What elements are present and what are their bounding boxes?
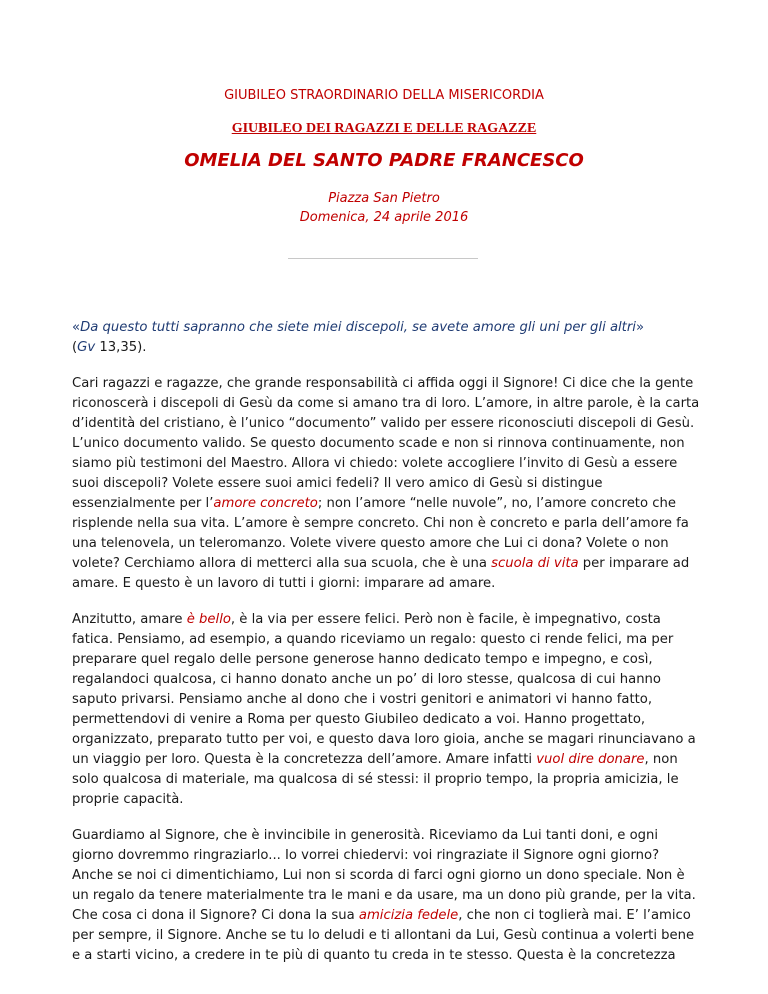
paragraph-2 bbox=[72, 610, 702, 810]
event-heading: GIUBILEO DEI RAGAZZI E DELLE RAGAZZE bbox=[231, 121, 537, 136]
paragraph-1 bbox=[72, 374, 702, 594]
p2-text-c: , non solo qualcosa di materiale, ma qualcosa di sé stessi: il proprio tempo, la propria amicizia, le proprie capacità. bbox=[72, 752, 679, 807]
quote-close-mark: » bbox=[635, 320, 645, 335]
date-line: Domenica, 24 aprile 2016 bbox=[299, 210, 469, 225]
place-line: Piazza San Pietro bbox=[328, 191, 440, 206]
p3-emphasis-1: amicizia fedele bbox=[358, 908, 459, 923]
homily-title: OMELIA DEL SANTO PADRE FRANCESCO bbox=[184, 150, 584, 171]
p2-emphasis-1: è bello bbox=[186, 612, 231, 627]
p3-text-b: , che non ci toglierà mai. E’ l’amico per sempre, il Signore. Anche se tu lo deludi e ti allontani da Lui, Gesù continua a volerti bene e a starti vicino, a credere in te più di quanto tu creda in te stesso. Questa è la concretezza bbox=[72, 908, 695, 963]
p2-emphasis-2: vuol dire donare bbox=[536, 752, 645, 767]
ref-rest: 13,35). bbox=[95, 340, 147, 355]
p1-text-c: per imparare ad amare. E questo è un lavoro di tutti i giorni: imparare ad amare. bbox=[72, 556, 690, 591]
quote-text: Da questo tutti sapranno che siete miei discepoli, se avete amore gli uni per gli altri bbox=[80, 320, 636, 335]
ref-open: ( bbox=[72, 340, 78, 355]
ref-book: Gv bbox=[77, 340, 96, 355]
p2-text-b: , è la via per essere felici. Però non è facile, è impegnativo, costa fatica. Pensiamo, ad esempio, a quando riceviamo un regalo: questo ci rende felici, ma per preparare quel regalo delle persone generose hanno dedicato tempo e impegno, e così, regalandoci qualcosa, ci hanno donato anche un po’ di loro stesse, qualcosa di cui hanno saputo privarsi. Pensiamo anche al dono che i vostri genitori e animatori vi hanno fatto, permettendovi di venire a Roma per questo Giubileo dedicato a voi. Hanno progettato, organizzato, preparato tutto per voi, e questo dava loro gioia, anche se magari rinunciavano a un viaggio per loro. Questa è la concretezza dell’amore. Amare infatti bbox=[72, 612, 696, 767]
jubilee-heading: GIUBILEO STRAORDINARIO DELLA MISERICORDIA bbox=[224, 88, 544, 103]
p3-text-a: Guardiamo al Signore, che è invincibile in generosità. Riceviamo da Lui tanti doni, e ogni giorno dovremmo ringraziarlo... Io vorrei chiedervi: voi ringraziate il Signore ogni giorno? Anche se noi ci dimentichiamo, Lui non si scorda di farci ogni giorno un dono speciale. Non è un regalo da tenere materialmente tra le mani e da usare, ma un dono più grande, per la vita. Che cosa ci dona il Signore? Ci dona la sua bbox=[72, 828, 696, 923]
homily-body bbox=[72, 318, 702, 982]
paragraph-3 bbox=[72, 826, 702, 966]
p1-text-a: Cari ragazzi e ragazze, che grande responsabilità ci affida oggi il Signore! Ci dice che la gente riconoscerà i discepoli di Gesù da come si amano tra di loro. L’amore, in altre parole, è la carta d’identità del cristiano, è l’unico “documento” valido per essere riconosciuti discepoli di Gesù. L’unico documento valido. Se questo documento scade e non si rinnova continuamente, non siamo più testimoni del Maestro. Allora vi chiedo: volete accogliere l’invito di Gesù a essere suoi discepoli? Volete essere suoi amici fedeli? Il vero amico di Gesù si distingue essenzialmente per l’ bbox=[72, 376, 700, 511]
p1-emphasis-2: scuola di vita bbox=[491, 556, 579, 571]
p1-emphasis-1: amore concreto bbox=[213, 496, 318, 511]
p1-text-b: ; non l’amore “nelle nuvole”, no, l’amore concreto che risplende nella sua vita. L’amore è sempre concreto. Chi non è concreto e parla dell’amore fa una telenovela, un teleromanzo. Volete vivere questo amore che Lui ci dona? Volete o non volete? Cerchiamo allora di metterci alla sua scuola, che è una bbox=[72, 496, 689, 571]
p2-text-a: Anzitutto, amare bbox=[72, 612, 187, 627]
divider bbox=[288, 258, 478, 259]
scripture-quote bbox=[72, 318, 702, 358]
quote-open-mark: « bbox=[72, 320, 81, 335]
